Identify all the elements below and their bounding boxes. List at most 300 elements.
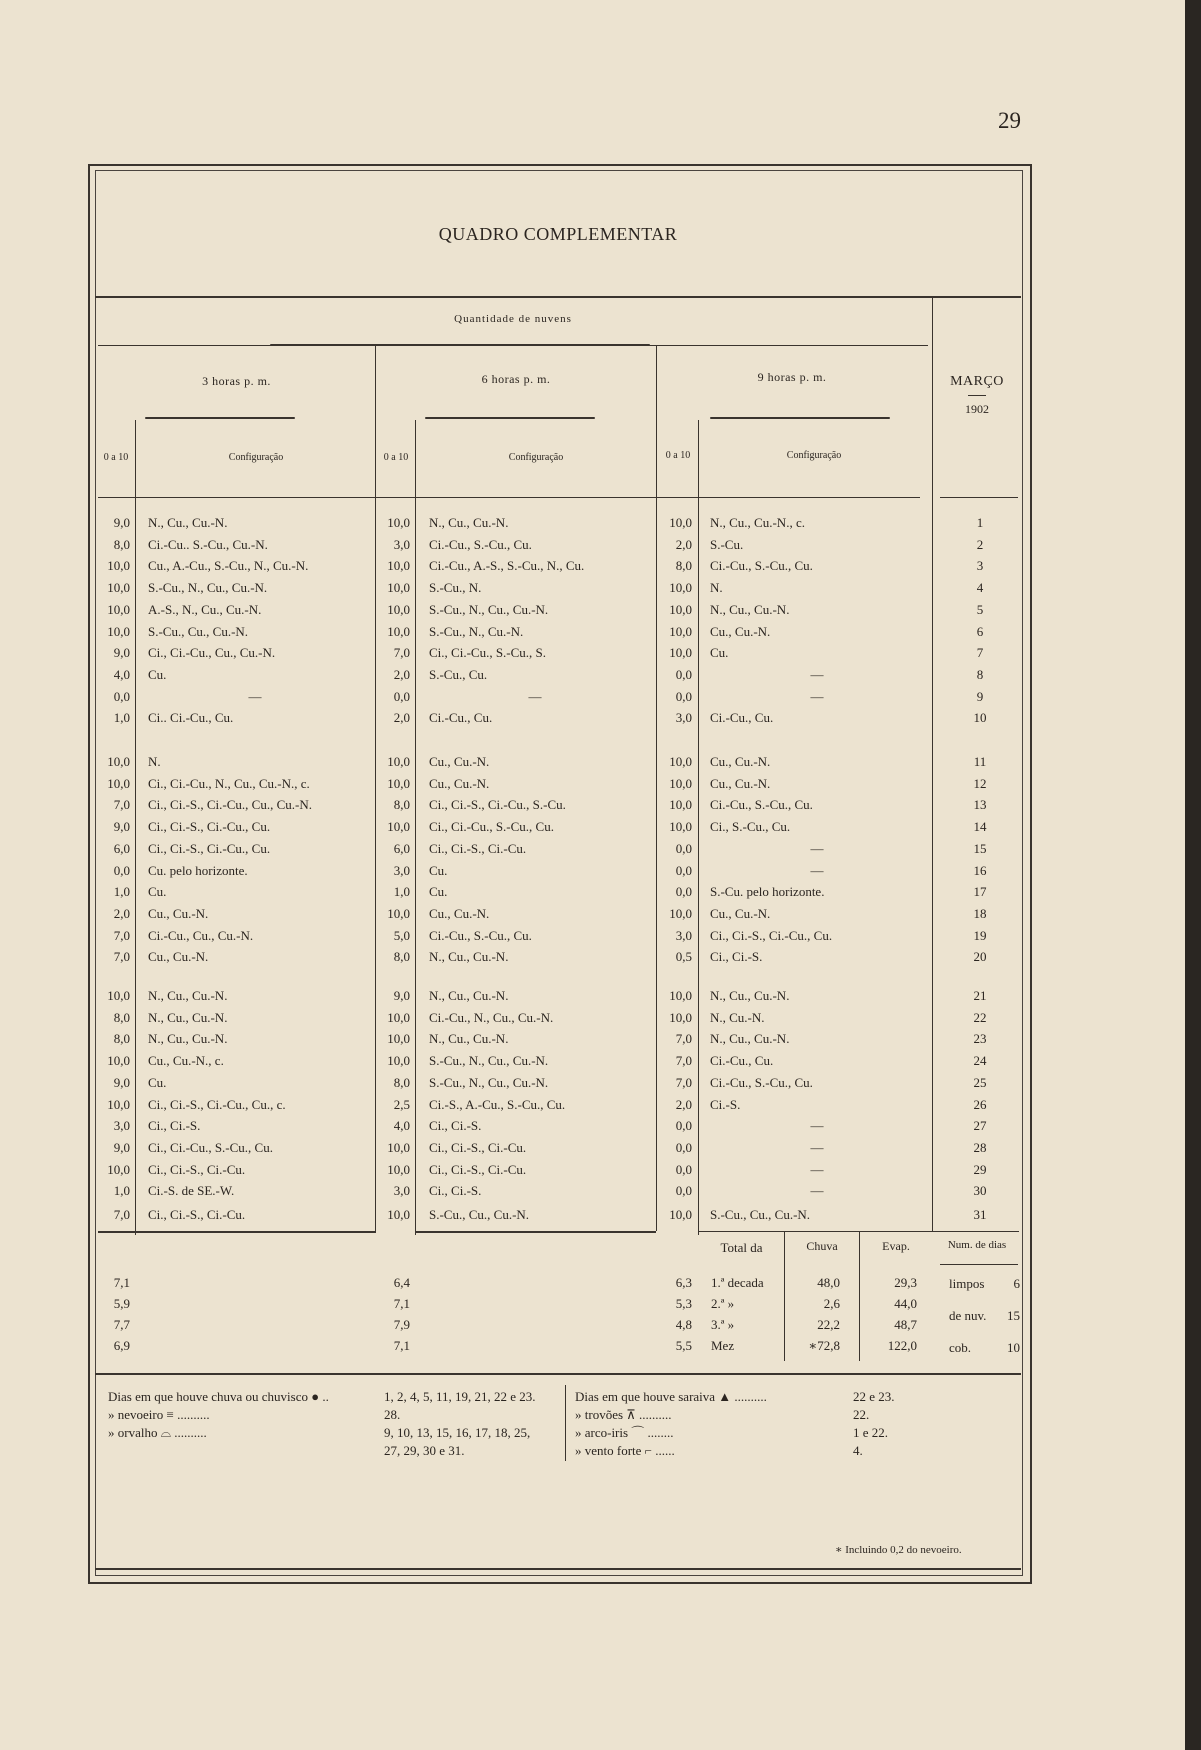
config-6pm: Ci., Ci.-S., Ci.-Cu., S.-Cu. (429, 797, 566, 813)
cloud-value-3pm: 4,0 (113, 666, 130, 682)
cloud-value-9pm: 10,0 (669, 1207, 692, 1222)
cloud-value-9pm: 10,0 (669, 775, 692, 791)
cloud-value-3pm: 3,0 (113, 1118, 130, 1134)
cloud-value-3pm: 8,0 (113, 536, 130, 552)
config-6pm: Cu., Cu.-N. (429, 905, 490, 921)
cloud-value-9pm: 2,0 (675, 536, 692, 552)
config-9pm: Ci.-Cu., Cu. (710, 710, 774, 726)
day-number: 5 (976, 601, 984, 617)
config-9pm: — (810, 666, 824, 682)
cloud-value-6pm: 10,0 (387, 558, 410, 574)
config-6pm: Ci., Ci.-S., Ci.-Cu. (429, 840, 527, 856)
footer-right-label: » trovões ⊼ .......... (575, 1407, 672, 1422)
cloud-value-3pm: 0,0 (113, 688, 130, 704)
config-6pm: — (528, 688, 542, 704)
cloud-value-3pm: 7,0 (113, 949, 130, 965)
config-9pm: Ci.-Cu., S.-Cu., Cu. (710, 558, 813, 574)
cloud-value-9pm: 7,0 (675, 1053, 692, 1069)
cloud-value-6pm: 10,0 (387, 905, 410, 921)
config-6pm: N., Cu., Cu.-N. (429, 515, 509, 530)
cloud-value-9pm: 0,0 (675, 688, 692, 704)
days-count: 15 (1007, 1308, 1020, 1323)
mean-3pm: 5,9 (113, 1296, 130, 1311)
config-3pm: Cu. (148, 884, 167, 900)
time-swash-3 (710, 417, 890, 419)
cloud-value-6pm: 3,0 (393, 1183, 410, 1199)
cloud-value-9pm: 10,0 (669, 905, 692, 921)
cloud-value-3pm: 10,0 (107, 580, 130, 596)
mean-6pm: 7,1 (393, 1338, 410, 1353)
cloud-value-9pm: 10,0 (669, 754, 692, 769)
config-3pm: Ci.-Cu.. S.-Cu., Cu.-N. (148, 536, 268, 552)
header-divider-date (940, 497, 1018, 498)
mean-6pm: 6,4 (393, 1275, 410, 1290)
cloud-value-6pm: 2,0 (393, 710, 410, 726)
col-divider-b (415, 420, 416, 1235)
cloud-value-6pm: 10,0 (387, 1139, 410, 1155)
config-6pm: Ci., Ci.-S. (429, 1183, 482, 1199)
cloud-value-3pm: 10,0 (107, 988, 130, 1003)
config-header-a: Configuração (228, 452, 284, 463)
title-divider (95, 296, 1021, 298)
cloud-value-3pm: 6,0 (113, 840, 130, 856)
cloud-value-3pm: 10,0 (107, 558, 130, 574)
config-9pm: — (810, 862, 824, 878)
footer-right-label: » vento forte ⌐ ...... (575, 1443, 675, 1458)
mean-3pm: 7,7 (113, 1317, 130, 1332)
day-number: 30 (973, 1183, 987, 1199)
cloud-value-9pm: 0,0 (675, 884, 692, 900)
cloud-value-6pm: 10,0 (387, 1161, 410, 1177)
day-number: 31 (973, 1207, 987, 1222)
day-number: 4 (976, 580, 984, 596)
cloud-value-3pm: 1,0 (113, 710, 130, 726)
config-6pm: Ci., Ci.-S. (429, 1118, 482, 1134)
totals-header-total: Total da (720, 1240, 763, 1255)
day-number: 20 (973, 949, 987, 965)
year-label: 1902 (965, 402, 989, 416)
month-label: MARÇO (950, 374, 1004, 389)
cloud-value-3pm: 8,0 (113, 1009, 130, 1025)
config-3pm: Ci., Ci.-S., Ci.-Cu., Cu. (148, 819, 271, 835)
day-number: 2 (976, 536, 984, 552)
config-9pm: Cu., Cu.-N. (710, 775, 771, 791)
config-3pm: Cu., Cu.-N., c. (148, 1053, 224, 1069)
config-9pm: S.-Cu., Cu., Cu.-N. (710, 1207, 811, 1222)
page-title: QUADRO COMPLEMENTAR (438, 224, 678, 244)
day-number: 12 (973, 775, 987, 791)
config-9pm: Ci.-S. (710, 1096, 741, 1112)
day-number: 13 (973, 797, 987, 813)
config-6pm: S.-Cu., N., Cu., Cu.-N. (429, 1053, 549, 1069)
config-6pm: Ci.-S., A.-Cu., S.-Cu., Cu. (429, 1096, 566, 1112)
cloud-value-9pm: 0,0 (675, 1161, 692, 1177)
config-3pm: Ci., Ci.-S. (148, 1118, 201, 1134)
cloud-value-6pm: 10,0 (387, 775, 410, 791)
footer-divider (565, 1385, 566, 1461)
cloud-value-3pm: 7,0 (113, 1207, 130, 1222)
day-number: 24 (973, 1053, 987, 1069)
cloud-value-3pm: 9,0 (113, 1074, 130, 1090)
cloud-value-6pm: 4,0 (393, 1118, 410, 1134)
rain-total: ∗72,8 (808, 1338, 840, 1353)
cloud-value-6pm: 1,0 (393, 884, 410, 900)
evap-total: 29,3 (894, 1275, 917, 1290)
cloud-value-9pm: 3,0 (675, 710, 692, 726)
period-label: 3.ª » (711, 1317, 735, 1332)
cloud-value-9pm: 7,0 (675, 1074, 692, 1090)
config-9pm: Ci., Ci.-S., Ci.-Cu., Cu. (710, 927, 833, 943)
day-number: 18 (973, 905, 987, 921)
page-number: 29 (998, 108, 1021, 133)
day-number: 17 (973, 884, 987, 900)
config-9pm: N., Cu.-N. (710, 1009, 765, 1025)
footer-right-label: Dias em que houve saraiva ▲ .......... (575, 1389, 767, 1404)
day-number: 27 (973, 1118, 987, 1134)
header-divider (98, 497, 920, 498)
footer-right-value: 22. (853, 1407, 870, 1422)
config-3pm: N., Cu., Cu.-N. (148, 515, 228, 530)
cloud-value-6pm: 5,0 (393, 927, 410, 943)
rain-total: 48,0 (817, 1275, 840, 1290)
cloud-value-3pm: 1,0 (113, 1183, 130, 1199)
config-9pm: Ci., Ci.-S. (710, 949, 763, 965)
config-9pm: Cu., Cu.-N. (710, 905, 771, 921)
footnote: ∗ Incluindo 0,2 do nevoeiro. (835, 1544, 962, 1556)
config-3pm: Ci., Ci.-Cu., N., Cu., Cu.-N., c. (148, 775, 310, 791)
days-type-label: limpos (949, 1276, 985, 1291)
cloud-value-9pm: 10,0 (669, 797, 692, 813)
time-header-6pm: 6 horas p. m. (481, 372, 551, 386)
cloud-value-9pm: 10,0 (669, 580, 692, 596)
cloud-value-6pm: 6,0 (393, 840, 410, 856)
config-6pm: N., Cu., Cu.-N. (429, 949, 509, 965)
cloud-value-3pm: 10,0 (107, 1161, 130, 1177)
cloud-value-6pm: 10,0 (387, 1053, 410, 1069)
cloud-value-3pm: 9,0 (113, 819, 130, 835)
day-number: 29 (973, 1161, 987, 1177)
rain-total: 22,2 (817, 1317, 840, 1332)
day-number: 6 (976, 623, 984, 639)
config-9pm: — (810, 1139, 824, 1155)
scale-header-b: 0 a 10 (383, 452, 409, 463)
config-6pm: Cu., Cu.-N. (429, 754, 490, 769)
config-header-c: Configuração (786, 450, 842, 461)
cloud-value-9pm: 0,0 (675, 666, 692, 682)
footer-left-value: 28. (384, 1407, 401, 1422)
config-6pm: N., Cu., Cu.-N. (429, 1031, 509, 1047)
cloud-value-3pm: 1,0 (113, 884, 130, 900)
cloud-value-6pm: 8,0 (393, 1074, 410, 1090)
days-type-label: cob. (949, 1340, 972, 1355)
time-header-9pm: 9 horas p. m. (757, 370, 827, 384)
config-6pm: S.-Cu., Cu. (429, 666, 488, 682)
cloud-value-3pm: 0,0 (113, 862, 130, 878)
config-3pm: Ci., Ci.-S., Ci.-Cu., Cu., Cu.-N. (148, 797, 312, 813)
period-label: 2.ª » (711, 1296, 735, 1311)
mean-9pm: 4,8 (675, 1317, 692, 1332)
days-type-label: de nuv. (949, 1308, 987, 1323)
mean-6pm: 7,9 (393, 1317, 410, 1332)
col-divider-c (698, 420, 699, 1235)
config-3pm: Ci., Ci.-S., Ci.-Cu., Cu., c. (148, 1096, 286, 1112)
footer-left-value: 1, 2, 4, 5, 11, 19, 21, 22 e 23. (384, 1389, 536, 1404)
config-9pm: Cu. (710, 645, 729, 661)
config-6pm: Ci.-Cu., A.-S., S.-Cu., N., Cu. (429, 558, 585, 574)
cloud-value-3pm: 8,0 (113, 1031, 130, 1047)
config-9pm: — (810, 1161, 824, 1177)
day-number: 16 (973, 862, 987, 878)
footer-right-value: 4. (853, 1443, 863, 1458)
month-underline (968, 395, 986, 396)
config-3pm: — (248, 688, 262, 704)
cloud-value-9pm: 10,0 (669, 601, 692, 617)
config-3pm: Ci.-S. de SE.-W. (148, 1183, 235, 1199)
cloud-value-9pm: 2,0 (675, 1096, 692, 1112)
cloud-value-9pm: 7,0 (675, 1031, 692, 1047)
config-3pm: Cu. pelo horizonte. (148, 862, 248, 878)
page-edge (1185, 0, 1201, 1750)
config-9pm: N., Cu., Cu.-N., c. (710, 515, 805, 530)
day-number: 7 (976, 645, 984, 661)
cloud-value-6pm: 7,0 (393, 645, 410, 661)
cloud-value-6pm: 8,0 (393, 949, 410, 965)
cloud-value-9pm: 10,0 (669, 988, 692, 1003)
config-3pm: Ci., Ci.-S., Ci.-Cu. (148, 1207, 246, 1222)
days-count: 6 (1013, 1276, 1020, 1291)
cloud-value-9pm: 3,0 (675, 927, 692, 943)
config-6pm: Ci.-Cu., S.-Cu., Cu. (429, 536, 532, 552)
cloud-value-9pm: 0,0 (675, 1183, 692, 1199)
mean-3pm: 7,1 (113, 1275, 130, 1290)
cloud-value-3pm: 10,0 (107, 601, 130, 617)
footer-top (95, 1373, 1021, 1375)
config-3pm: Cu., A.-Cu., S.-Cu., N., Cu.-N. (148, 558, 309, 574)
config-3pm: N. (148, 754, 161, 769)
day-number: 9 (976, 688, 984, 704)
cloud-value-6pm: 10,0 (387, 623, 410, 639)
cloud-value-3pm: 7,0 (113, 797, 130, 813)
cloud-value-9pm: 0,0 (675, 862, 692, 878)
cloud-value-3pm: 10,0 (107, 754, 130, 769)
config-6pm: Cu. (429, 862, 448, 878)
config-9pm: N. (710, 580, 723, 596)
day-number: 23 (973, 1031, 987, 1047)
config-6pm: Ci., Ci.-Cu., S.-Cu., S. (429, 645, 547, 661)
rain-total: 2,6 (823, 1296, 840, 1311)
day-number: 26 (973, 1096, 987, 1112)
mean-6pm: 7,1 (393, 1296, 410, 1311)
time-swash-1 (145, 417, 295, 419)
config-3pm: A.-S., N., Cu., Cu.-N. (148, 601, 262, 617)
footer-right-value: 22 e 23. (853, 1389, 895, 1404)
period-label: Mez (711, 1338, 735, 1353)
config-3pm: N., Cu., Cu.-N. (148, 1009, 228, 1025)
cloud-value-6pm: 8,0 (393, 797, 410, 813)
cloud-value-6pm: 10,0 (387, 515, 410, 530)
cloud-value-6pm: 0,0 (393, 688, 410, 704)
config-3pm: Ci., Ci.-S., Ci.-Cu. (148, 1161, 246, 1177)
cloud-value-3pm: 9,0 (113, 645, 130, 661)
config-9pm: N., Cu., Cu.-N. (710, 988, 790, 1003)
cloud-value-3pm: 10,0 (107, 775, 130, 791)
cloud-value-6pm: 9,0 (393, 988, 410, 1003)
cloud-value-9pm: 10,0 (669, 1009, 692, 1025)
config-3pm: Ci., Ci.-Cu., S.-Cu., Cu. (148, 1139, 273, 1155)
config-6pm: N., Cu., Cu.-N. (429, 988, 509, 1003)
cloud-value-6pm: 10,0 (387, 754, 410, 769)
config-3pm: N., Cu., Cu.-N. (148, 1031, 228, 1047)
config-3pm: Ci., Ci.-Cu., Cu., Cu.-N. (148, 645, 276, 661)
config-3pm: Ci.. Ci.-Cu., Cu. (148, 710, 234, 726)
config-9pm: S.-Cu. pelo horizonte. (710, 884, 825, 900)
cloud-value-3pm: 9,0 (113, 1139, 130, 1155)
config-9pm: — (810, 688, 824, 704)
day-number: 11 (973, 754, 987, 769)
totals-header-dias: Num. de dias (947, 1239, 1007, 1251)
cloud-value-3pm: 10,0 (107, 623, 130, 639)
config-6pm: S.-Cu., N., Cu., Cu.-N. (429, 1074, 549, 1090)
day-number: 3 (976, 558, 984, 574)
config-6pm: S.-Cu., Cu., Cu.-N. (429, 1207, 530, 1222)
col-divider-a (135, 420, 136, 1235)
config-6pm: Ci., Ci.-S., Ci.-Cu. (429, 1161, 527, 1177)
cloud-value-9pm: 0,0 (675, 840, 692, 856)
day-number: 10 (973, 710, 987, 726)
cloud-value-6pm: 3,0 (393, 862, 410, 878)
config-6pm: Ci.-Cu., Cu. (429, 710, 493, 726)
cloud-value-3pm: 9,0 (113, 515, 130, 530)
totals-header-chuva: Chuva (806, 1239, 838, 1253)
day-number: 25 (973, 1074, 987, 1090)
config-3pm: Cu. (148, 1074, 167, 1090)
config-9pm: — (810, 1183, 824, 1199)
mean-9pm: 5,5 (675, 1338, 692, 1353)
config-9pm: Ci.-Cu., S.-Cu., Cu. (710, 797, 813, 813)
cloud-value-3pm: 10,0 (107, 1096, 130, 1112)
day-number: 19 (973, 927, 987, 943)
totals-header-evap: Evap. (882, 1239, 910, 1253)
cloud-value-3pm: 2,0 (113, 905, 130, 921)
cloud-value-6pm: 2,5 (393, 1096, 410, 1112)
config-3pm: N., Cu., Cu.-N. (148, 988, 228, 1003)
config-3pm: S.-Cu., N., Cu., Cu.-N. (148, 580, 268, 596)
config-3pm: Cu., Cu.-N. (148, 949, 209, 965)
footer-left-value: 27, 29, 30 e 31. (384, 1443, 465, 1458)
cloud-value-9pm: 10,0 (669, 819, 692, 835)
time-swash-2 (425, 417, 595, 419)
footer-right-label: » arco-iris ⌒ ........ (575, 1425, 674, 1440)
cloud-value-9pm: 0,5 (675, 949, 692, 965)
day-number: 21 (973, 988, 987, 1003)
config-3pm: Cu. (148, 666, 167, 682)
scale-header-c: 0 a 10 (665, 450, 691, 461)
cloud-value-6pm: 10,0 (387, 601, 410, 617)
config-9pm: — (810, 1118, 824, 1134)
config-6pm: Cu. (429, 884, 448, 900)
config-9pm: Cu., Cu.-N. (710, 623, 771, 639)
evap-total: 122,0 (887, 1338, 917, 1353)
time-header-3pm: 3 horas p. m. (202, 374, 271, 388)
cloud-value-3pm: 7,0 (113, 927, 130, 943)
config-9pm: Ci.-Cu., S.-Cu., Cu. (710, 1074, 813, 1090)
date-column-divider (932, 298, 933, 1231)
cloud-value-9pm: 0,0 (675, 1139, 692, 1155)
cloud-value-9pm: 0,0 (675, 1118, 692, 1134)
config-6pm: S.-Cu., N., Cu., Cu.-N. (429, 601, 549, 617)
day-number: 8 (976, 666, 984, 682)
dias-underline (940, 1264, 1018, 1265)
config-9pm: Ci.-Cu., Cu. (710, 1053, 774, 1069)
footer-bottom (95, 1568, 1021, 1570)
config-6pm: Ci.-Cu., S.-Cu., Cu. (429, 927, 532, 943)
cloud-value-3pm: 10,0 (107, 1053, 130, 1069)
config-9pm: N., Cu., Cu.-N. (710, 1031, 790, 1047)
config-6pm: Ci., Ci.-Cu., S.-Cu., Cu. (429, 819, 554, 835)
config-3pm: Ci., Ci.-S., Ci.-Cu., Cu. (148, 840, 271, 856)
footer-left-label: » nevoeiro ≡ .......... (108, 1407, 210, 1422)
cloud-value-6pm: 10,0 (387, 1031, 410, 1047)
cloud-value-6pm: 10,0 (387, 1207, 410, 1222)
day-number: 28 (973, 1139, 987, 1155)
cloud-value-6pm: 3,0 (393, 536, 410, 552)
mean-9pm: 5,3 (675, 1296, 692, 1311)
config-3pm: S.-Cu., Cu., Cu.-N. (148, 623, 249, 639)
group-header: Quantidade de nuvens (454, 313, 572, 325)
day-number: 1 (976, 515, 984, 530)
footer-right-value: 1 e 22. (853, 1425, 889, 1440)
footer-left-label: Dias em que houve chuva ou chuvisco ● .. (108, 1389, 329, 1404)
mean-9pm: 6,3 (675, 1275, 692, 1290)
config-9pm: Cu., Cu.-N. (710, 754, 771, 769)
config-9pm: — (810, 840, 824, 856)
cloud-value-9pm: 10,0 (669, 645, 692, 661)
config-6pm: Cu., Cu.-N. (429, 775, 490, 791)
config-header-b: Configuração (508, 452, 564, 463)
day-number: 22 (973, 1009, 987, 1025)
cloud-value-9pm: 10,0 (669, 623, 692, 639)
period-label: 1.ª decada (711, 1275, 764, 1290)
body-bottom-a (98, 1231, 376, 1233)
day-number: 15 (973, 840, 987, 856)
footer-left-value: 9, 10, 13, 15, 16, 17, 18, 25, (384, 1425, 531, 1440)
mean-3pm: 6,9 (113, 1338, 130, 1353)
config-9pm: N., Cu., Cu.-N. (710, 601, 790, 617)
config-3pm: Ci.-Cu., Cu., Cu.-N. (148, 927, 254, 943)
config-6pm: Ci., Ci.-S., Ci.-Cu. (429, 1139, 527, 1155)
cloud-value-9pm: 10,0 (669, 515, 692, 530)
config-6pm: S.-Cu., N. (429, 580, 482, 596)
cloud-value-6pm: 2,0 (393, 666, 410, 682)
cloud-value-6pm: 10,0 (387, 1009, 410, 1025)
cloud-value-6pm: 10,0 (387, 819, 410, 835)
config-3pm: Cu., Cu.-N. (148, 905, 209, 921)
evap-total: 44,0 (894, 1296, 917, 1311)
config-6pm: S.-Cu., N., Cu.-N. (429, 623, 524, 639)
scale-header-a: 0 a 10 (103, 452, 129, 463)
config-6pm: Ci.-Cu., N., Cu., Cu.-N. (429, 1009, 554, 1025)
cloud-value-6pm: 10,0 (387, 580, 410, 596)
body-bottom-b (416, 1231, 656, 1233)
config-9pm: Ci., S.-Cu., Cu. (710, 819, 791, 835)
cloud-value-9pm: 8,0 (675, 558, 692, 574)
group-swash (270, 344, 650, 346)
footer-left-label: » orvalho ⌓ .......... (108, 1425, 207, 1440)
evap-total: 48,7 (894, 1317, 917, 1332)
config-9pm: S.-Cu. (710, 536, 744, 552)
days-count: 10 (1007, 1340, 1020, 1355)
day-number: 14 (973, 819, 987, 835)
